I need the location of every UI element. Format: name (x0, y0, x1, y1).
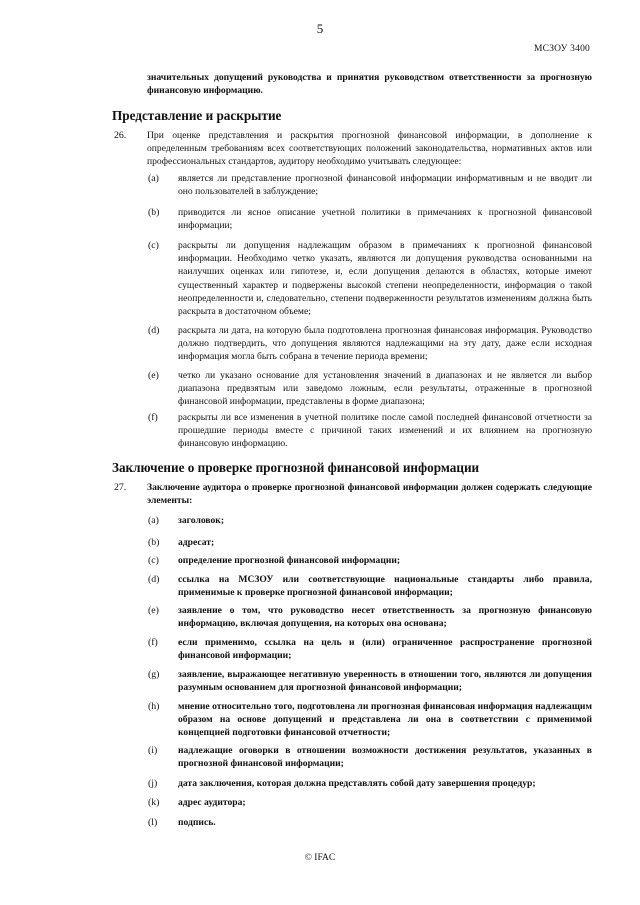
list-marker: (b) (148, 537, 160, 548)
list-marker: (f) (148, 412, 158, 423)
list-marker: (i) (148, 745, 158, 756)
list-item: если применимо, ссылка на цель и (или) ограниченное распространение прогнозной финансовой информации; (178, 637, 592, 662)
standard-code: МСЗОУ 3400 (534, 44, 590, 54)
paragraph-number-26: 26. (114, 130, 127, 141)
list-marker: (d) (148, 325, 160, 336)
intro-continuation: значительных допущений руководства и принятия руководством ответственности за прогнозную финансовую информацию. (147, 72, 592, 97)
list-marker: (k) (148, 797, 160, 808)
paragraph-26-text: При оценке представления и раскрытия прогнозной финансовой информации, в дополнение к определенным требованиям всех соответствующих положений законодательства, нормативных актов или профессиональных стандартов, аудитору необходимо учитывать следующее: (147, 130, 592, 168)
list-marker: (a) (148, 515, 159, 526)
list-item: раскрыты ли допущения надлежащим образом в примечаниях к прогнозной финансовой информации. Необходимо четко указать, являются ли допущения руководства основанными на наилучших оценках или гипотезе, и, если допущения делаются в областях, которые имеют существенный характер и подвержены высокой степени неопределенности, информация о такой неопределенности и, следовательно, степени подверженности результатов изменениям должна быть раскрыта в достаточном объеме; (178, 240, 592, 318)
list-item: является ли представление прогнозной финансовой информации информативным и не вводит ли оно пользователей в заблуждение; (178, 173, 592, 198)
list-marker: (e) (148, 370, 159, 381)
list-item: подпись. (178, 817, 216, 828)
list-item: ссылка на МСЗОУ или соответствующие национальные стандарты либо правила, применимые к проверке прогнозной финансовой информации; (178, 574, 592, 599)
list-item: раскрыты ли все изменения в учетной политике после самой последней финансовой отчетности за прошедшие периоды вместе с причиной таких изменений и их влиянием на прогнозную финансовую информацию. (178, 412, 592, 450)
section-heading-presentation: Представление и раскрытие (112, 108, 282, 123)
list-marker: (c) (148, 240, 159, 251)
paragraph-number-27: 27. (114, 482, 127, 493)
list-item: мнение относительно того, подготовлена ли прогнозная финансовая информация надлежащим образом на основе допущений и представлена ли она в соответствии с применимой концепцией подготовки финансовой отчетности; (178, 701, 592, 739)
list-marker: (g) (148, 669, 160, 680)
list-item: четко ли указано основание для установления значений в диапазонах и не является ли выбор диапазона предвзятым или заведомо ложным, если результаты, отраженные в прогнозной финансовой информации, представлены в форме диапазона; (178, 370, 592, 408)
list-item: определение прогнозной финансовой информации; (178, 555, 401, 566)
list-item: надлежащие оговорки в отношении возможности достижения результатов, указанных в прогнозной финансовой информации; (178, 745, 592, 770)
list-item: раскрыта ли дата, на которую была подготовлена прогнозная финансовая информация. Руководство должно подтвердить, что допущения являются надлежащими на эту дату, даже если исходная информация могла быть собрана в течение периода времени; (178, 325, 592, 363)
paragraph-27-text: Заключение аудитора о проверке прогнозной финансовой информации должен содержать следующие элементы: (147, 482, 592, 507)
list-marker: (f) (148, 637, 158, 648)
section-heading-report: Заключение о проверке прогнозной финансовой информации (112, 460, 480, 475)
list-item: заявление о том, что руководство несет ответственность за прогнозную финансовую информацию, включая допущения, на которых она основана; (178, 605, 592, 630)
list-marker: (h) (148, 701, 160, 712)
page-number: 5 (316, 21, 324, 36)
footer-copyright: © IFAC (304, 853, 336, 863)
list-marker: (a) (148, 173, 159, 184)
list-marker: (b) (148, 207, 160, 218)
list-marker: (e) (148, 605, 159, 616)
list-marker: (c) (148, 555, 159, 566)
list-marker: (d) (148, 574, 160, 585)
list-item: адресат; (178, 537, 215, 548)
list-item: адрес аудитора; (178, 797, 246, 808)
list-item: приводится ли ясное описание учетной политики в примечаниях к прогнозной финансовой информации; (178, 207, 592, 232)
list-marker: (j) (148, 778, 158, 789)
list-item: заголовок; (178, 515, 225, 526)
list-marker: (l) (148, 817, 158, 828)
list-item: дата заключения, которая должна представлять собой дату завершения процедур; (178, 778, 536, 789)
list-item: заявление, выражающее негативную уверенность в отношении того, являются ли допущения разумным основанием для прогнозной финансовой информации; (178, 669, 592, 694)
